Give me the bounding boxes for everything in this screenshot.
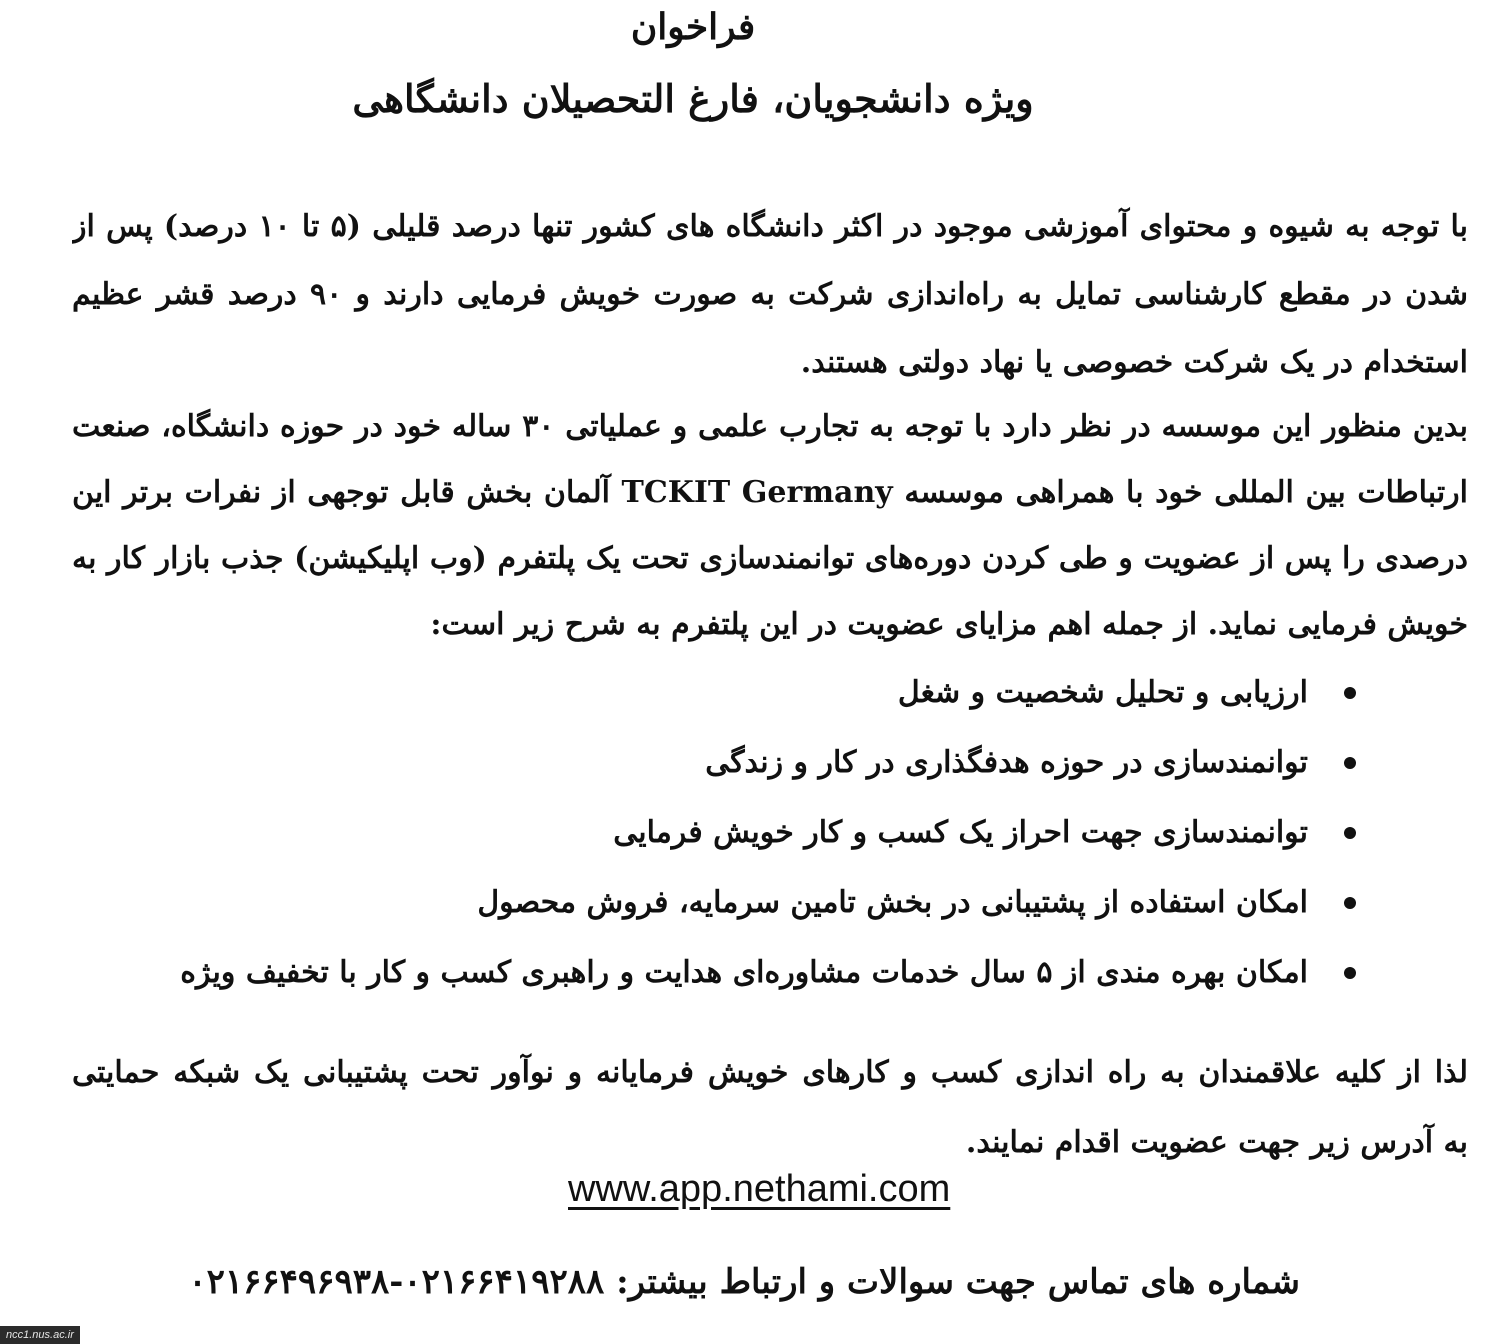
list-item-text: امکان استفاده از پشتیبانی در بخش تامین سرمایه، فروش محصول bbox=[477, 885, 1308, 920]
page-title: فراخوان bbox=[630, 6, 756, 48]
list-item bbox=[477, 868, 1356, 938]
paragraph-line: به آدرس زیر جهت عضویت اقدام نمایند. bbox=[965, 1125, 1468, 1160]
paragraph-line: شدن در مقطع کارشناسی تمایل به راه‌اندازی شرکت به صورت خویش فرمایی دارند و ۹۰ درصد قشر عظیم bbox=[72, 277, 1468, 312]
list-item bbox=[898, 658, 1356, 728]
list-item-text: ارزیابی و تحلیل شخصیت و شغل bbox=[897, 675, 1308, 710]
bullet-icon bbox=[1344, 967, 1356, 979]
bullet-icon bbox=[1344, 687, 1356, 699]
site-watermark: ncc1.nus.ac.ir bbox=[0, 1326, 80, 1344]
paragraph-line: درصدی را پس از عضویت و طی کردن دوره‌های توانمندسازی تحت یک پلتفرم (وب اپلیکیشن) جذب بازار کار به bbox=[72, 541, 1468, 576]
page-subtitle: ویژه دانشجویان، فارغ التحصیلان دانشگاهی bbox=[352, 76, 1034, 121]
website-link[interactable]: www.app.nethami.com bbox=[568, 1168, 951, 1210]
list-item-text: امکان بهره مندی از ۵ سال خدمات مشاوره‌ای هدایت و راهبری کسب و کار با تخفیف ویژه bbox=[180, 955, 1308, 990]
paragraph-line: خویش فرمایی نماید. از جمله اهم مزایای عضویت در این پلتفرم به شرح زیر است: bbox=[430, 607, 1468, 642]
paragraph-line: ارتباطات بین المللی خود با همراهی موسسه TCKIT Germany آلمان بخش قابل توجهی از نفرات برتر این bbox=[72, 475, 1468, 510]
paragraph-line: بدین منظور این موسسه در نظر دارد با توجه به تجارب علمی و عملیاتی ۳۰ ساله خود در حوزه دانشگاه، صنعت bbox=[72, 409, 1468, 444]
contact-numbers: شماره های تماس جهت سوالات و ارتباط بیشتر: ۰۲۱۶۶۴۱۹۲۸۸-۰۲۱۶۶۴۹۶۹۳۸ bbox=[188, 1262, 1300, 1302]
list-item bbox=[705, 728, 1356, 798]
list-item-text: توانمندسازی جهت احراز یک کسب و کار خویش فرمایی bbox=[613, 815, 1308, 850]
bullet-icon bbox=[1344, 757, 1356, 769]
bullet-icon bbox=[1344, 897, 1356, 909]
paragraph-line: لذا از کلیه علاقمندان به راه اندازی کسب و کارهای خویش فرمایانه و نوآور تحت پشتیبانی یک شبکه حمایتی bbox=[72, 1055, 1468, 1090]
list-item-text: توانمندسازی در حوزه هدفگذاری در کار و زندگی bbox=[705, 745, 1308, 780]
bullet-icon bbox=[1344, 827, 1356, 839]
list-item bbox=[180, 938, 1356, 1008]
paragraph-line: استخدام در یک شرکت خصوصی یا نهاد دولتی هستند. bbox=[800, 345, 1468, 380]
list-item bbox=[613, 798, 1356, 868]
paragraph-line: با توجه به شیوه و محتوای آموزشی موجود در اکثر دانشگاه های کشور تنها درصد قلیلی (۵ تا ۱۰ درصد) پس از bbox=[72, 209, 1468, 244]
